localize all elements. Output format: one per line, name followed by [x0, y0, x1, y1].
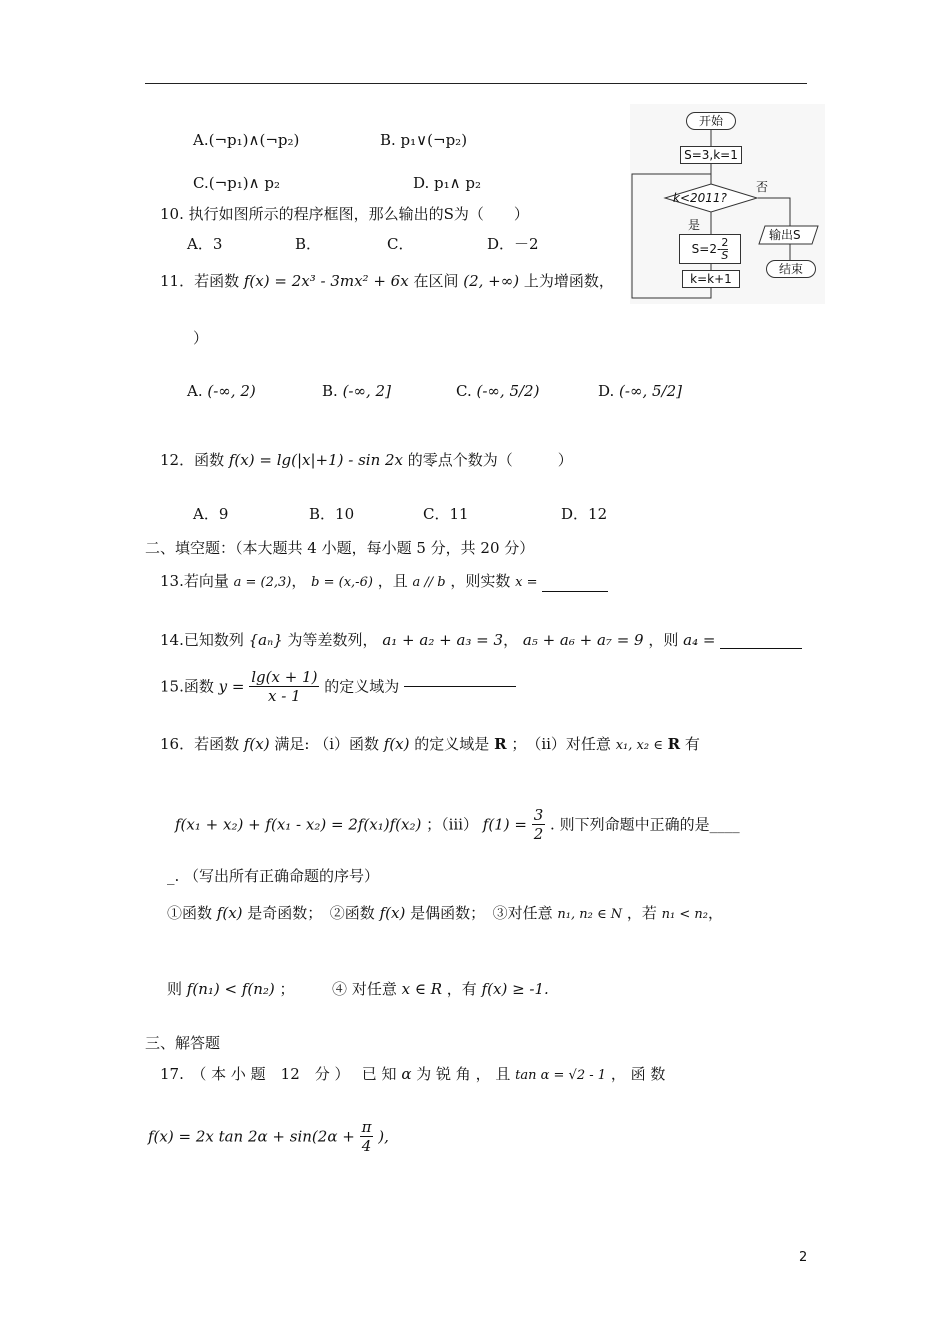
q16-p1b: 是奇函数； ②函数 [247, 904, 375, 922]
q9-option-d: D. p₁∧ p₂ [413, 174, 482, 192]
q15-pre: 15.函数 [160, 677, 214, 696]
q11-option-a [187, 382, 256, 400]
q13-x: x = [515, 575, 538, 590]
q16-n1ltn2: n₁ < n₂ [661, 907, 708, 922]
q14-ask: a₄ = [683, 631, 716, 649]
q11-close-paren: ） [193, 329, 209, 347]
flowchart-output: 输出S [769, 228, 801, 242]
q16-p2b: 是偶函数； ③对任意 [410, 904, 553, 922]
q16-p4: ； ④ 对任意 [279, 980, 397, 998]
q17-tail: ), [378, 1127, 389, 1146]
flowchart-yes-label: 是 [688, 218, 701, 232]
q16-ask: . 则下列命题中正确的是____ [550, 815, 740, 834]
q11-option-c-expr: (-∞, 5/2) [476, 382, 540, 400]
q13-vector-b: b = (x,-6) [311, 575, 373, 590]
q12-stem [160, 451, 573, 469]
q15-denominator: x - 1 [268, 687, 301, 705]
q16-xR: x ∈ R [401, 980, 443, 998]
q16-p1: ①函数 [167, 904, 213, 922]
q11-option-d-label: D. [598, 382, 615, 400]
q16-fn: f(n₁) < f(n₂) [186, 980, 275, 998]
q11-stem-post: 上为增函数， [523, 272, 614, 290]
section-3-heading: 三、解答题 [145, 1034, 221, 1052]
section-2-heading: 二、填空题：（本大题共 4 小题，每小题 5 分，共 20 分） [145, 539, 535, 557]
q11-interval: (2, +∞) [463, 272, 520, 290]
q11-option-b [322, 382, 391, 400]
q17-line-2 [148, 1118, 389, 1160]
q16-line-2 [175, 806, 740, 848]
q12-option-a: A．9 [193, 505, 229, 523]
q10-option-b: B． [295, 235, 322, 253]
q14-post: ，则 [648, 631, 679, 649]
q16-R-2: R [667, 735, 681, 753]
q10-option-a: A．3 [187, 235, 223, 253]
q11-option-b-label: B. [322, 382, 338, 400]
q16-pre: 16．若函数 [160, 735, 240, 753]
q13-parallel: a // b [412, 575, 446, 590]
q16-line-1 [160, 735, 700, 755]
q14: 14.已知数列 {aₙ} 为等差数列， a₁ + a₂ + a₃ = 3， a₅ + a₆ + a₇ = 9 ，则 a₄ = [160, 631, 802, 649]
flowchart-assign-num: 2 [721, 236, 729, 249]
flowchart-init: S=3,k=1 [680, 146, 742, 164]
q16-x1x2: x₁, x₂ ∈ [615, 738, 663, 753]
q9-option-a: A.(¬p₁)∧(¬p₂) [193, 131, 300, 149]
q11-option-a-expr: (-∞, 2) [207, 382, 256, 400]
q13-vector-a: a = (2,3) [233, 575, 292, 590]
flowchart-assign-pre: S=2- [691, 242, 722, 256]
flowchart-assign [679, 234, 741, 264]
q16-equation: f(x₁ + x₂) + f(x₁ - x₂) = 2f(x₁)f(x₂) [175, 815, 422, 834]
page-number: 2 [799, 1250, 808, 1265]
q12-option-c: C．11 [423, 505, 469, 523]
q16-ge: f(x) ≥ -1. [481, 980, 549, 998]
q16-fx-4: f(x) [379, 904, 406, 922]
flowchart-start: 开始 [686, 112, 736, 130]
q16-f1: f(1) = [482, 815, 527, 834]
q17-line-1 [160, 1065, 665, 1085]
q16-has: ，有 [446, 980, 477, 998]
q11-option-c [456, 382, 539, 400]
q17-head: 17. （ 本 小 题 12 分 ） 已 知 [160, 1065, 397, 1083]
q16-line-4: ①函数 f(x) 是奇函数； ②函数 f(x) 是偶函数； ③对任意 n₁, n₂ ∈ N ，若 n₁ < n₂， [167, 904, 724, 922]
q16-f1-num: 3 [533, 806, 544, 824]
q16-cond1b: 的定义域是 [414, 735, 490, 753]
q17-func-word: ， 函 数 [610, 1065, 666, 1083]
q10-stem: 10. 执行如图所示的程序框图，那么输出的S为（ ） [160, 205, 529, 223]
q15-numerator: lg(x + 1) [251, 668, 318, 686]
q11-stem-mid: 在区间 [413, 272, 459, 290]
q12-func: f(x) = lg(|x|+1) - sin 2x [228, 451, 404, 469]
q13-answer-blank[interactable] [542, 591, 608, 592]
q11-stem [160, 272, 614, 290]
flowchart-condition: k<2011? [673, 191, 727, 205]
q17-pi-fraction [360, 1118, 374, 1155]
q14-condition-2: a₅ + a₆ + a₇ = 9 [522, 631, 644, 649]
q11-stem-pre: 11．若函数 [160, 272, 240, 290]
q16-f1-fraction [532, 806, 546, 843]
q13-post: ，则实数 [450, 572, 511, 590]
q16-cond3: ；（ⅲ） [426, 815, 479, 834]
q14-pre: 14.已知数列 [160, 631, 244, 649]
q16-ask-2: _. （写出所有正确命题的序号） [167, 867, 380, 885]
q14-answer-blank[interactable] [720, 648, 802, 649]
q11-option-a-label: A. [187, 382, 203, 400]
flowchart [630, 104, 825, 304]
q13: 13.若向量 a = (2,3)， b = (x,-6) ，且 a // b ，则实数 x = [160, 572, 608, 592]
q16-fx: f(x) [243, 735, 270, 753]
q17-acute: 为 锐 角 ， 且 [416, 1065, 511, 1083]
q13-pre: 13.若向量 [160, 572, 229, 590]
q11-option-d-expr: (-∞, 5/2] [619, 382, 682, 400]
q12-option-b: B．10 [309, 505, 355, 523]
q16-ruo: ，若 [626, 904, 657, 922]
q12-option-d: D．12 [561, 505, 608, 523]
q13-mid: ，且 [377, 572, 408, 590]
q16-n1n2: n₁, n₂ ∈ N [557, 907, 623, 922]
flowchart-assign-den: S [721, 249, 729, 262]
q16-cond2: ； （ⅱ）对任意 [511, 735, 611, 753]
q17-alpha: α [401, 1065, 412, 1083]
q11-option-c-label: C. [456, 382, 472, 400]
q15-answer-blank[interactable] [404, 686, 516, 687]
q11-option-b-expr: (-∞, 2] [342, 382, 391, 400]
q16-then: 则 [167, 980, 183, 998]
q15-post: 的定义域为 [324, 677, 400, 696]
q11-option-d [598, 382, 682, 400]
q16-fx-3: f(x) [216, 904, 243, 922]
q14-mid: 为等差数列， [287, 631, 378, 649]
q15-fraction [249, 668, 319, 705]
q16-R: R [494, 735, 507, 753]
q14-condition-1: a₁ + a₂ + a₃ = 3 [382, 631, 504, 649]
q10-option-c: C． [387, 235, 414, 253]
q16-line-5 [167, 980, 549, 998]
q16-cond1: 满足: （ⅰ）函数 [274, 735, 379, 753]
header-rule [145, 83, 807, 84]
q17-pi: π [361, 1118, 372, 1136]
q17-four: 4 [361, 1137, 372, 1155]
q12-stem-pre: 12．函数 [160, 451, 225, 469]
q12-stem-post: 的零点个数为（ ） [407, 451, 573, 469]
q16-you: 有 [684, 735, 700, 753]
flowchart-no-label: 否 [756, 180, 769, 194]
q10-option-d: D．－2 [487, 235, 539, 253]
q15 [160, 668, 516, 718]
flowchart-increment: k=k+1 [682, 270, 740, 288]
q15-y: y = [218, 677, 245, 696]
flowchart-end: 结束 [766, 260, 816, 278]
q14-sequence: {aₙ} [248, 631, 283, 649]
q16-f1-den: 2 [533, 825, 544, 843]
q11-func: f(x) = 2x³ - 3mx² + 6x [243, 272, 409, 290]
q17-fx: f(x) = 2x tan 2α + sin(2α + [148, 1127, 355, 1146]
q17-tan: tan α = √2 - 1 [515, 1068, 607, 1083]
q16-fx-2: f(x) [383, 735, 410, 753]
q9-option-c: C.(¬p₁)∧ p₂ [193, 174, 280, 192]
q9-option-b: B. p₁∨(¬p₂) [380, 131, 468, 149]
